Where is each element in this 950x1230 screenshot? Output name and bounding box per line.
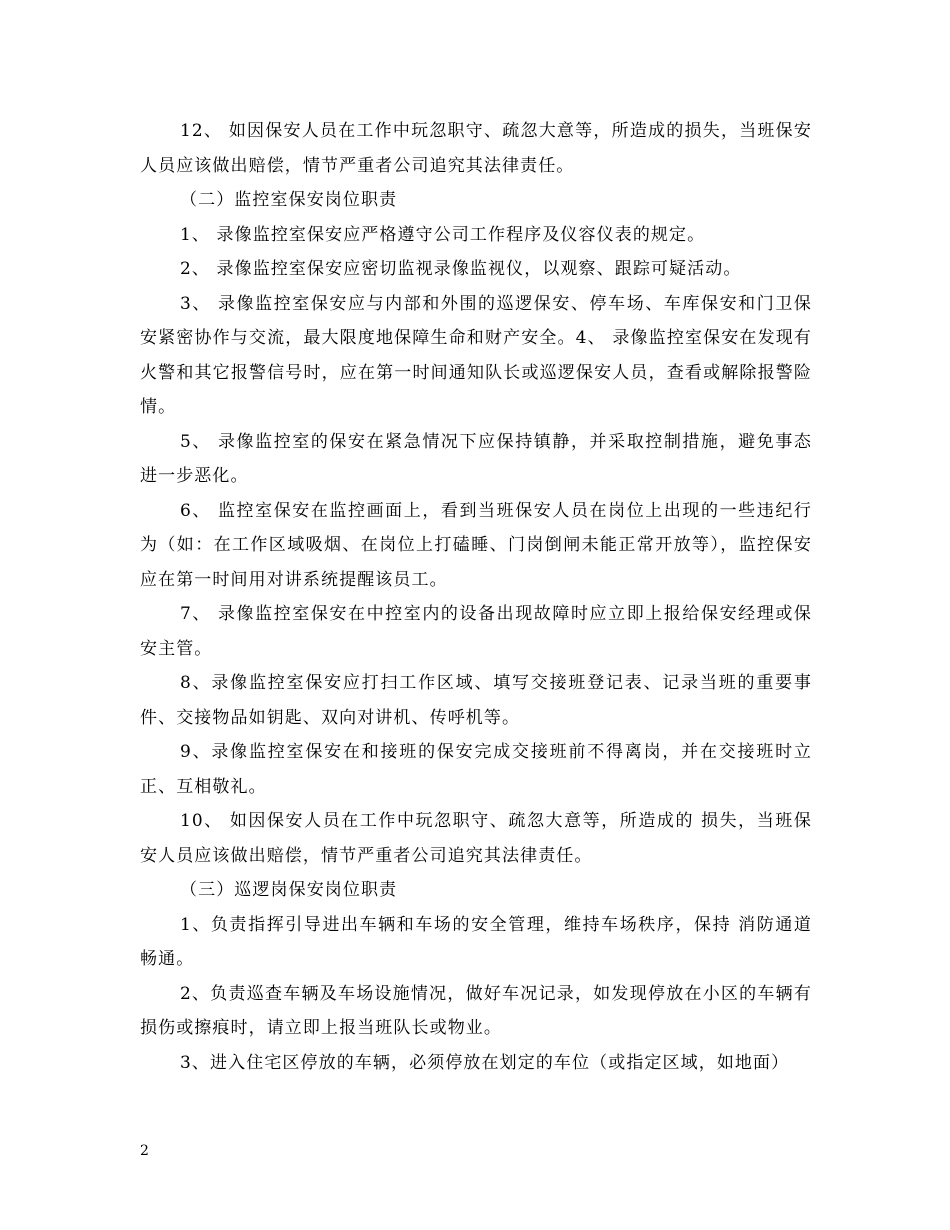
paragraph-monitoring-duty-5: 5、 录像监控室的保安在紧急情况下应保持镇静，并采取控制措施，避免事态进一步恶化。	[140, 431, 812, 486]
section-heading-patrol-post: （三）巡逻岗保安岗位职责	[180, 880, 398, 900]
paragraph-monitoring-duty-6: 6、 监控室保安在监控画面上，看到当班保安人员在岗位上出现的一些违纪行为（如：在工作区域吸烟、在岗位上打磕睡、门岗倒闸未能正常开放等），监控保安应在第一时间用对讲系统提醒该员工。	[140, 500, 812, 590]
paragraph-monitoring-duty-9: 9、录像监控室保安在和接班的保安完成交接班前不得离岗，并在交接班时立正、互相敬礼。	[140, 742, 812, 797]
paragraph-monitoring-duty-1: 1、 录像监控室保安应严格遵守公司工作程序及仪容仪表的规定。	[180, 224, 706, 245]
paragraph-item-12-compensation: 12、 如因保安人员在工作中玩忽职守、疏忽大意等，所造成的损失，当班保安人员应该做出赔偿，情节严重者公司追究其法律责任。	[140, 121, 812, 176]
section-heading-monitoring-room: （二）监控室保安岗位职责	[180, 190, 398, 210]
paragraph-monitoring-duty-3-4: 3、 录像监控室保安应与内部和外围的巡逻保安、停车场、车库保安和门卫保安紧密协作与交流，最大限度地保障生命和财产安全。4、 录像监控室保安在发现有火警和其它报警信号时，应在第一时间通知队长或巡逻保安人员，查看或解除报警险情。	[140, 293, 812, 417]
paragraph-patrol-duty-2: 2、负责巡查车辆及车场设施情况，做好车况记录，如发现停放在小区的车辆有损伤或擦痕时，请立即上报当班队长或物业。	[140, 983, 812, 1038]
paragraph-monitoring-duty-10: 10、 如因保安人员在工作中玩忽职守、疏忽大意等，所造成的 损失，当班保安人员应该做出赔偿，情节严重者公司追究其法律责任。	[140, 811, 812, 866]
paragraph-patrol-duty-3: 3、进入住宅区停放的车辆，必须停放在划定的车位（或指定区域，如地面）	[180, 1052, 790, 1073]
paragraph-monitoring-duty-2: 2、 录像监控室保安应密切监视录像监视仪，以观察、跟踪可疑活动。	[180, 259, 742, 279]
paragraph-patrol-duty-1: 1、负责指挥引导进出车辆和车场的安全管理，维持车场秩序，保持 消防通道畅通。	[140, 914, 812, 969]
paragraph-monitoring-duty-7: 7、 录像监控室保安在中控室内的设备出现故障时应立即上报给保安经理或保安主管。	[140, 604, 812, 659]
paragraph-monitoring-duty-8: 8、录像监控室保安应打扫工作区域、填写交接班登记表、记录当班的重要事件、交接物品如钥匙、双向对讲机、传呼机等。	[140, 673, 812, 728]
page-number: 2	[140, 1143, 149, 1159]
document-body	[140, 114, 812, 1080]
